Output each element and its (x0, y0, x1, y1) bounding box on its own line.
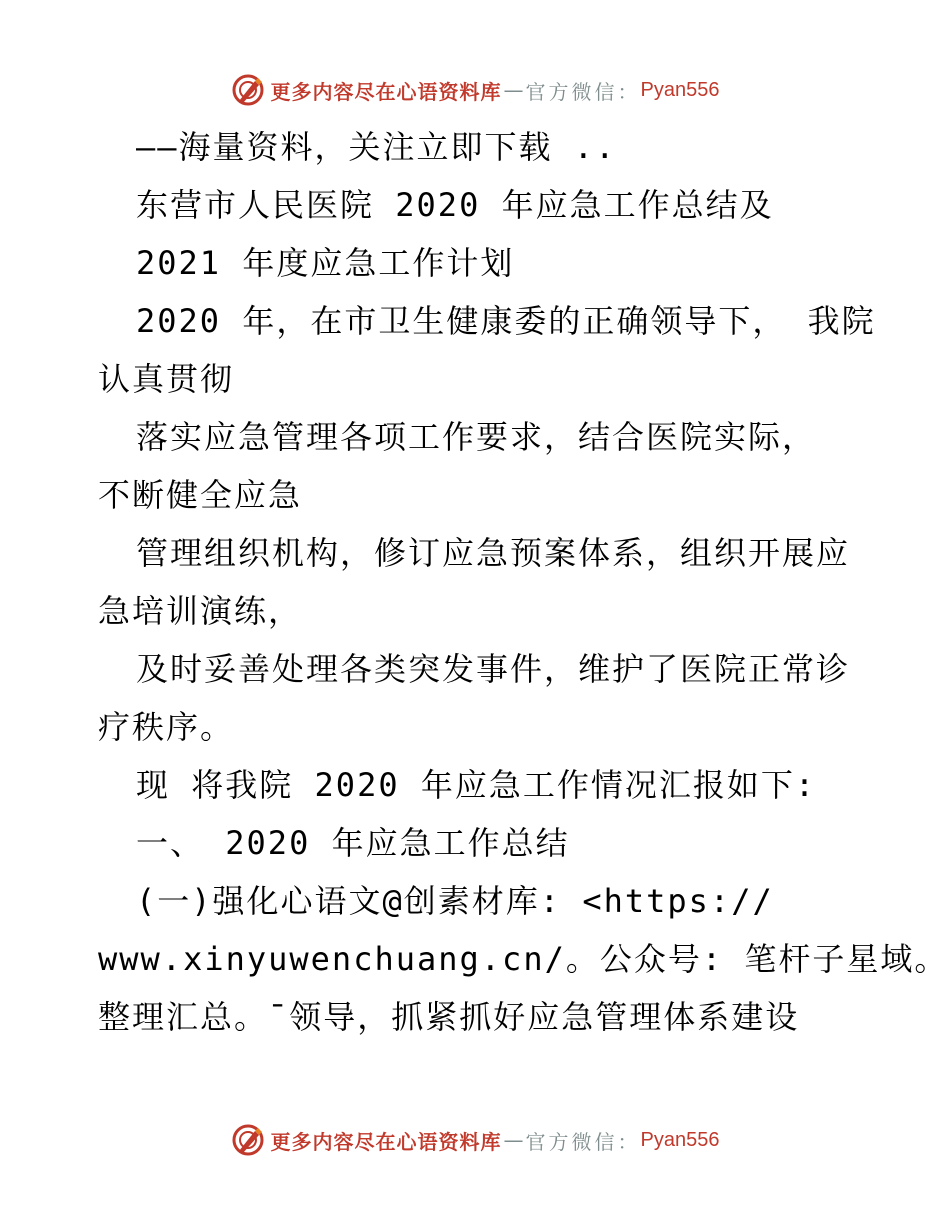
text-line: 现 将我院 2020 年应急工作情况汇报如下: (136, 766, 817, 804)
pen-logo-icon (231, 73, 265, 107)
text-line: 不断健全应急 (98, 476, 303, 514)
text-line: 疗秩序。 (98, 708, 235, 746)
text-line: www.xinyuwenchuang.cn/。公众号: 笔杆子星域。 (98, 940, 949, 978)
text-line: 管理组织机构，修订应急预案体系，组织开展应 (136, 534, 851, 572)
pen-logo-icon (231, 1123, 265, 1157)
text-line: 落实应急管理各项工作要求，结合医院实际， (136, 418, 817, 456)
doc-title-line-2: 2021 年度应急工作计划 (136, 244, 515, 282)
text-line: 整理汇总。¯领导，抓紧抓好应急管理体系建设 (98, 998, 800, 1036)
text-line: ——海量资料，关注立即下载 .. (136, 128, 617, 166)
text-line: 急培训演练， (98, 592, 303, 630)
banner-wechat-id: Pyan556 (640, 78, 720, 101)
banner-main-text: 更多内容尽在心语资料库 (270, 1129, 502, 1154)
header-banner (0, 70, 950, 110)
text-line: 认真贯彻 (98, 360, 235, 398)
banner-dash: — (503, 78, 524, 102)
banner-main-text: 更多内容尽在心语资料库 (270, 79, 502, 104)
doc-title-line-1: 东营市人民医院 2020 年应急工作总结及 (136, 186, 774, 224)
text-line: 2020 年，在市卫生健康委的正确领导下， 我院 (136, 302, 876, 340)
document-body (98, 118, 949, 1046)
footer-banner (0, 1120, 950, 1160)
banner-wechat-label: 官方微信： (525, 1129, 641, 1154)
text-line: (一)强化心语文@创素材库: <https:// (136, 882, 774, 920)
banner-dash: — (503, 1128, 524, 1152)
banner-wechat-label: 官方微信： (525, 79, 641, 104)
section-heading: 一、 2020 年应急工作总结 (136, 824, 570, 862)
text-line: 及时妥善处理各类突发事件，维护了医院正常诊 (136, 650, 851, 688)
banner-wechat-id: Pyan556 (640, 1128, 720, 1151)
